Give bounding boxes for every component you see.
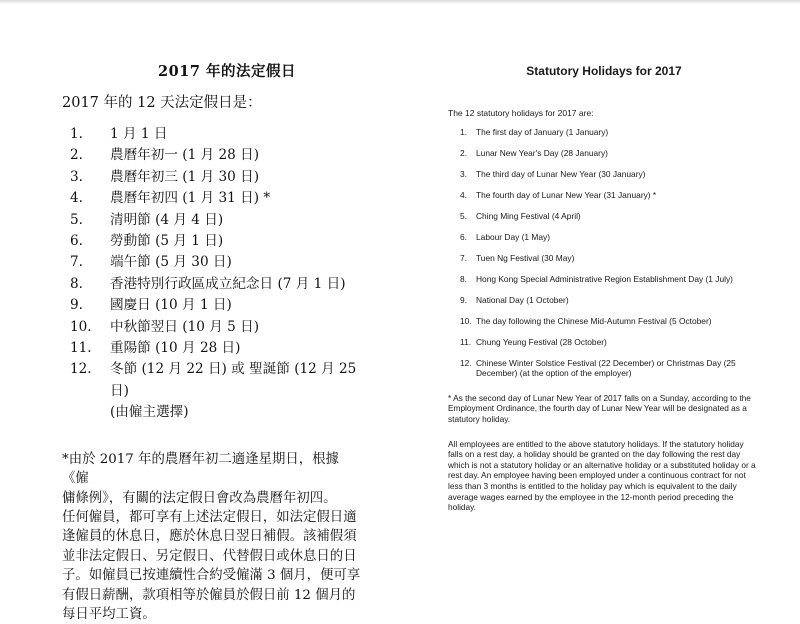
item-number: 12. <box>70 361 92 378</box>
english-footnote <box>448 393 760 425</box>
item-number: 5. <box>70 211 83 228</box>
list-item <box>62 231 362 252</box>
list-item <box>448 337 760 347</box>
list-item <box>62 274 362 295</box>
list-item <box>448 358 760 379</box>
list-item <box>448 169 760 179</box>
item-number: 2. <box>460 148 467 158</box>
list-item <box>62 188 362 209</box>
item-number: 7. <box>460 253 467 263</box>
item-text: Chinese Winter Solstice Festival (22 December) or Christmas Day (25 December) (at the option of the employer) <box>476 358 736 379</box>
list-item <box>448 148 760 158</box>
list-item <box>448 127 760 137</box>
item-text: Tuen Ng Festival (30 May) <box>476 253 575 263</box>
item-number <box>62 402 110 423</box>
item-text: Lunar New Year's Day (28 January) <box>476 148 608 158</box>
list-item <box>62 402 362 423</box>
note-line: 並非法定假日、另定假日、代替假日或休息日的日 <box>62 548 357 564</box>
list-item <box>448 316 760 326</box>
item-number: 12. <box>460 358 472 368</box>
item-number: 6. <box>460 232 467 242</box>
list-item <box>62 210 362 231</box>
item-number: 2. <box>70 147 83 164</box>
item-number: 6. <box>70 233 83 250</box>
item-number: 4. <box>70 190 83 207</box>
chinese-holiday-list <box>62 124 362 424</box>
list-item <box>62 338 362 359</box>
list-item <box>62 317 362 338</box>
item-text: The fourth day of Lunar New Year (31 January) * <box>476 190 657 200</box>
list-item <box>448 295 760 305</box>
item-number: 3. <box>70 168 83 185</box>
item-number: 3. <box>460 169 467 179</box>
item-text: The third day of Lunar New Year (30 January) <box>476 169 646 179</box>
item-number: 11. <box>70 340 92 357</box>
note-line: 子。如僱員已按連續性合約受僱滿 3 個月，便可享 <box>62 568 361 584</box>
list-item <box>62 252 362 273</box>
list-item <box>448 232 760 242</box>
item-number: 9. <box>460 295 467 305</box>
item-text: 農曆年初三 (1 月 30 日) <box>110 168 259 185</box>
item-text: (由僱主選擇) <box>110 404 189 421</box>
page-top-edge <box>0 0 800 4</box>
item-text: 冬節 (12 月 22 日) 或 聖誕節 (12 月 25 日) <box>110 361 357 399</box>
note-line: 每日平均工資。 <box>62 606 156 622</box>
item-text: Hong Kong Special Administrative Region Establishment Day (1 July) <box>476 274 733 284</box>
english-holiday-list <box>448 127 760 379</box>
item-text: 農曆年初一 (1 月 28 日) <box>110 147 259 164</box>
item-text: 中秋節翌日 (10 月 5 日) <box>110 318 259 335</box>
english-title: Statutory Holidays for 2017 <box>526 64 682 78</box>
list-item <box>62 295 362 316</box>
item-number: 9. <box>70 297 83 314</box>
footnote-text: * As the second day of Lunar New Year of 2017 falls on a Sunday, according to the Employment Ordinance, the fourth day of Lunar New Year will be designated as a statutory holiday. <box>448 392 751 424</box>
list-item <box>448 274 760 284</box>
list-item <box>62 167 362 188</box>
item-number: 5. <box>460 211 467 221</box>
note-line: 逢僱員的休息日，應於休息日翌日補假。該補假須 <box>62 529 357 545</box>
english-intro: The 12 statutory holidays for 2017 are: <box>448 108 594 118</box>
item-text: 端午節 (5 月 30 日) <box>110 254 232 271</box>
entitlement-text: All employees are entitled to the above statutory holidays. If the statutory holiday falls on a rest day, a holiday should be granted on the day following the rest day which is not a statutory holiday or an alternative holiday or a substituted holiday or a rest day. An employee having been employed under a continuous contract for not less than 3 months is entitled to the holiday pay which is equivalent to the daily average wages earned by the employee in the 12-month period preceding the holiday. <box>448 438 756 513</box>
list-item <box>62 145 362 166</box>
item-text: Ching Ming Festival (4 April) <box>476 211 581 221</box>
chinese-intro: 2017 年的 12 天法定假日是： <box>62 95 262 111</box>
chinese-title: 2017 年的法定假日 <box>158 63 296 80</box>
item-text: 香港特別行政區成立紀念日 (7 月 1 日) <box>110 275 346 292</box>
item-text: Chung Yeung Festival (28 October) <box>476 337 607 347</box>
note-line: 有假日薪酬，款項相等於僱員於假日前 12 個月的 <box>62 587 356 603</box>
item-text: 清明節 (4 月 4 日) <box>110 211 224 228</box>
item-text: The first day of January (1 January) <box>476 127 609 137</box>
english-section <box>448 64 760 513</box>
chinese-notes <box>62 450 362 624</box>
note-line: 任何僱員，都可享有上述法定假日，如法定假日適 <box>62 509 357 525</box>
list-item <box>448 211 760 221</box>
item-number: 10. <box>460 316 472 326</box>
item-number: 1. <box>70 126 83 142</box>
note-line: *由於 2017 年的農曆年初二適逢星期日，根據《僱 <box>62 451 339 487</box>
item-text: 農曆年初四 (1 月 31 日) * <box>110 190 271 207</box>
item-text: The day following the Chinese Mid-Autumn Festival (5 October) <box>476 316 712 326</box>
item-number: 8. <box>460 274 467 284</box>
list-item <box>62 359 362 402</box>
item-text: 國慶日 (10 月 1 日) <box>110 297 232 314</box>
note-line: 傭條例》，有關的法定假日會改為農曆年初四。 <box>62 490 337 506</box>
item-number: 8. <box>70 275 83 292</box>
list-item <box>448 190 760 200</box>
list-item <box>62 124 362 145</box>
item-text: National Day (1 October) <box>476 295 569 305</box>
list-item <box>448 253 760 263</box>
item-text: 勞動節 (5 月 1 日) <box>110 233 224 250</box>
item-text: Labour Day (1 May) <box>476 232 551 242</box>
item-number: 1. <box>460 127 467 137</box>
item-number: 4. <box>460 190 467 200</box>
english-entitlement <box>448 439 760 513</box>
item-number: 7. <box>70 254 83 271</box>
item-text: 1 月 1 日 <box>110 126 168 142</box>
item-text: 重陽節 (10 月 28 日) <box>110 340 241 357</box>
item-number: 11. <box>460 337 472 347</box>
item-number: 10. <box>70 318 92 335</box>
chinese-section <box>62 60 362 624</box>
